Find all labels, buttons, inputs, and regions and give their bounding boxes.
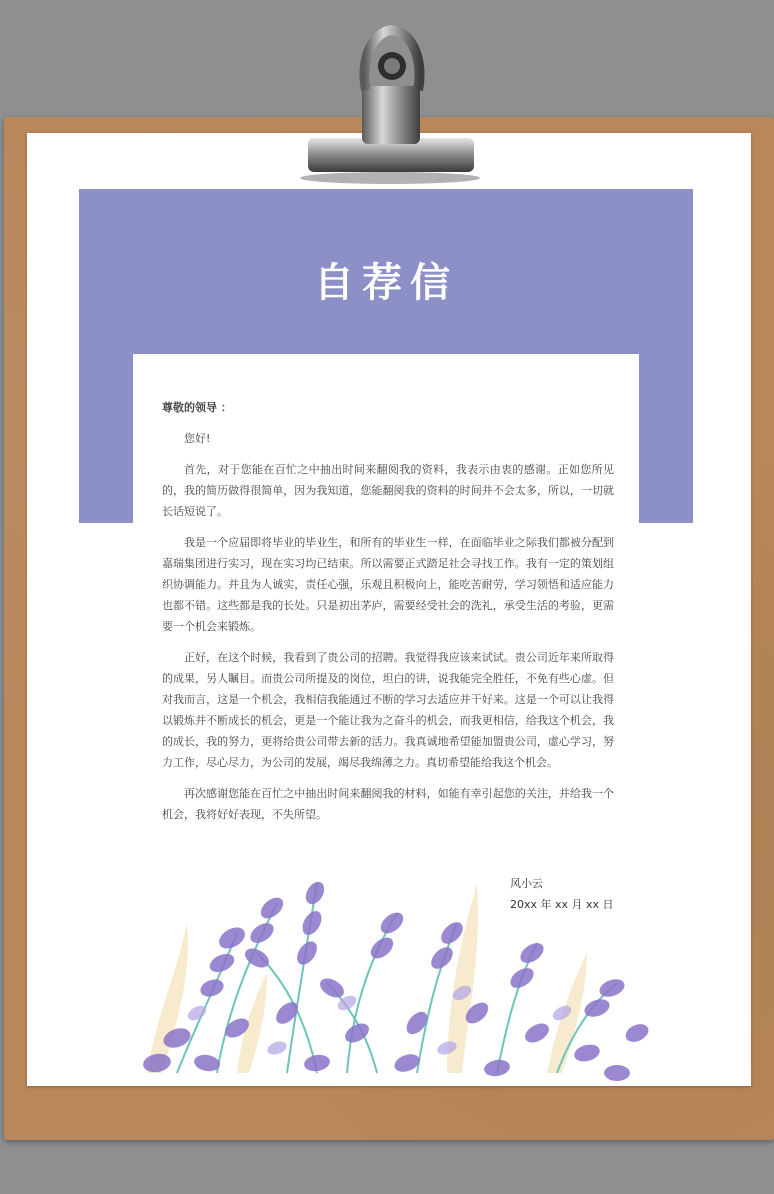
signature-block [510,873,614,915]
salutation: 尊敬的领导 ： [162,401,232,414]
binder-clip [0,0,774,200]
signature-name: 风小云 [510,877,543,890]
paragraph-2: 我是一个应届即将毕业的毕业生，和所有的毕业生一样，在面临毕业之际我们都被分配到嘉瑞集团进行实习，现在实习均已结束。所以需要正式踏足社会寻找工作。我有一定的策划组织协调能力。并且为人诚实，责任心强，乐观且积极向上，能吃苦耐劳，学习领悟和适应能力也都不错。这些都是我的长处。只是初出茅庐，需要经受社会的洗礼，承受生活的考验，更需要一个机会来锻炼。 [162,536,614,633]
letter-body [162,397,614,835]
signature-date: 20xx 年 xx 月 xx 日 [510,898,614,911]
paragraph-1: 首先，对于您能在百忙之中抽出时间来翻阅我的资料，我表示由衷的感谢。正如您所见的，我的简历做得很简单，因为我知道，您能翻阅我的资料的时间并不会太多，所以，一切就长话短说了。 [162,463,614,518]
paper-sheet [27,133,751,1086]
paragraph-3: 正好，在这个时候，我看到了贵公司的招聘。我觉得我应该来试试。贵公司近年来所取得的成果，另人瞩目。而贵公司所提及的岗位，坦白的讲，说我能完全胜任，不免有些心虚。但对我而言，这是一个机会，我相信我能通过不断的学习去适应并干好来。这是一个可以让我得以锻炼并不断成长的机会，更是一个能让我为之奋斗的机会，而我更相信，给我这个机会，我的成长，我的努力，更将给贵公司带去新的活力。我真诚地希望能加盟贵公司，虚心学习，努力工作，尽心尽力，为公司的发展，竭尽我绵薄之力。真切希望能给我这个机会。 [162,651,614,769]
greeting: 您好! [184,432,211,445]
paragraph-4: 再次感谢您能在百忙之中抽出时间来翻阅我的材料，如能有幸引起您的关注，并给我一个机会，我将好好表现，不失所望。 [162,787,614,821]
page-title: 自荐信 [314,260,458,306]
